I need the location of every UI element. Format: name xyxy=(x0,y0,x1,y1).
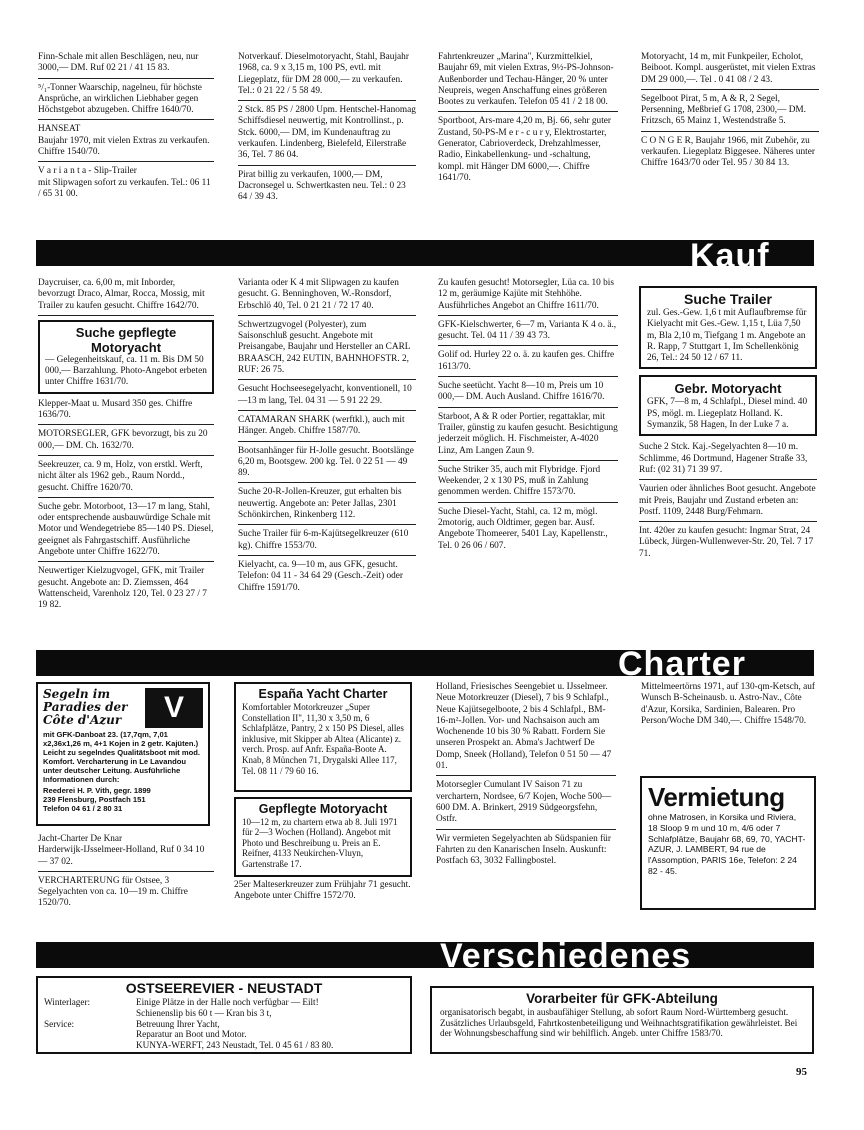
classified-ad: Daycruiser, ca. 6,00 m, mit Inborder, bevorzugt Draco, Almar, Rocca, Mossig, mit Trailer zu kaufen gesucht. Chiffre 1642/70. xyxy=(38,278,214,316)
ostsee-footer: KUNYA-WERFT, 243 Neustadt, Tel. 0 45 61 / 83 80. xyxy=(136,1040,334,1051)
ostsee-row-text: Betreuung Ihrer Yacht, Reparatur an Boot und Motor. xyxy=(136,1018,247,1040)
boxed-ad-cote-dazur xyxy=(36,682,210,826)
boxed-ad-body: zul. Ges.-Gew. 1,6 t mit Auflaufbremse für Kielyacht mit Ges.-Gew. 1,15 t, Lüa 7,50 m, Bla 2,10 m, Tiefgang 1 m. Angebote an R. Rapp, 7 Stuttgart 1, Im Schellenkönig 26, Tel.: 24 50 12 / 67 11. xyxy=(647,308,807,364)
v-logo-icon: V xyxy=(145,688,203,728)
section-title-verschiedenes: Verschiedenes xyxy=(440,937,692,975)
classified-ad: Sportboot, Ars-mare 4,20 m, Bj. 66, sehr guter Zustand, 50-PS-M e r - c u r y, Elektrostarter, Generator, Cabrioverdeck, Drehzahlmesser, Radio, Einkabellenkung- und -schaltung, kompl. mit Hänger DM 6000,—. Chiffre 1641/70. xyxy=(438,116,612,183)
classified-ad: Motorsegler Cumulant IV Saison 71 zu verchartern, Nordsee, 6/7 Kojen, Woche 500—600 DM. A. Brinkert, 2919 Südgeorgsfehn, Ostfr. xyxy=(436,780,616,829)
classified-ad: 2 Stck. 85 PS / 2800 Upm. Hentschel-Hanomag Schiffsdiesel neuwertig, mit Kontrollinst., p. Stck. 6000,— DM, im Kundenauftrag zu verkaufen. Lindenberg, Bielefeld, Eilerstraße 36, Tel. 7 86 04. xyxy=(238,105,416,165)
charter-column-4 xyxy=(641,682,817,734)
ostsee-row-text: Einige Plätze in der Halle noch verfügbar — Eilt! Schienenslip bis 60 t — Kran bis 3 t, xyxy=(136,997,319,1018)
classified-ad: Suche 2 Stck. Kaj.-Segelyachten 8—10 m. Schlimme, 46 Dortmund, Hagener Straße 33, Ruf: (02 31) 71 39 97. xyxy=(639,442,817,480)
classified-ad: Klepper-Maat u. Musard 350 ges. Chiffre 1636/70. xyxy=(38,399,214,426)
classified-ad: Neuwertiger Kielzugvogel, GFK, mit Trailer gesucht. Angebote an: D. Ziemssen, 464 Wattenscheid, Varenholz 120, Tel. 0 23 27 / 7 19 82. xyxy=(38,566,207,611)
boxed-ad-ostseerevier xyxy=(36,976,412,1054)
top-column-1 xyxy=(38,52,214,207)
boxed-ad-title: Segeln im Paradies der Côte d'Azur xyxy=(43,687,128,727)
classified-ad: Vaurien oder ähnliches Boot gesucht. Angebote mit Preis, Baujahr und Zustand erbeten an: Postf. 1109, 2448 Burg/Fehmarn. xyxy=(639,484,817,522)
section-title-kauf: Kauf xyxy=(690,237,770,275)
kauf-column-4 xyxy=(639,286,817,567)
ostsee-row-label: Service: xyxy=(44,1018,75,1029)
boxed-ad-espana-yacht-charter xyxy=(234,682,412,792)
classified-ad: Suche Trailer für 6-m-Kajütsegelkreuzer (610 kg). Chiffre 1553/70. xyxy=(238,529,416,556)
classified-ad: 25er Malteserkreuzer zum Frühjahr 71 gesucht. Angebote unter Chiffre 1572/70. xyxy=(234,880,411,902)
classified-ad: MOTORSEGLER, GFK bevorzugt, bis zu 20 000,— DM. Ch. 1632/70. xyxy=(38,429,214,456)
kauf-column-3 xyxy=(438,278,618,559)
boxed-ad-body: — Gelegenheitskauf, ca. 11 m. Bis DM 50 000,— Barzahlung. Photo-Angebot erbeten unter Chiffre 1631/70. xyxy=(45,354,207,388)
ostsee-row-label: Winterlager: xyxy=(44,997,91,1007)
classified-ad: Gesucht Hochseesegelyacht, konventionell, 10—13 m lang, Tel. 04 31 — 5 91 22 29. xyxy=(238,384,416,411)
classified-ad: Wir vermieten Segelyachten ab Südspanien für Fahrten zu den Kanarischen Inseln. Auskunft: Postfach 63, 3032 Fallingbostel. xyxy=(436,833,611,867)
top-column-3 xyxy=(438,52,618,191)
charter-column-3 xyxy=(436,682,616,874)
classified-ad: C O N G E R, Baujahr 1966, mit Zubehör, zu verkaufen. Liegeplatz Biggesee. Näheres unter Chiffre 1643/70 oder Tel. 95 / 30 84 13. xyxy=(641,135,815,169)
classified-ad: Bootsanhänger für H-Jolle gesucht. Bootslänge 6,20 m, Bootsgew. 200 kg. Tel. 0 22 51 — 49 89. xyxy=(238,446,416,484)
classified-ad: Suche 20-R-Jollen-Kreuzer, gut erhalten bis neuwertig. Angebote an: Peter Jallas, 2301 Schönkirchen, Rinkenberg 112. xyxy=(238,487,416,525)
classified-ad: HANSEAT Baujahr 1970, mit vielen Extras zu verkaufen. Chiffre 1540/70. xyxy=(38,124,214,162)
classified-ad: Suche seetücht. Yacht 8—10 m, Preis um 10 000,— DM. Auch Ausland. Chiffre 1616/70. xyxy=(438,381,618,408)
classified-ad: Kielyacht, ca. 9—10 m, aus GFK, gesucht. Telefon: 04 11 - 34 64 29 (Gesch.-Zeit) oder Chiffre 1591/70. xyxy=(238,559,404,593)
section-title-charter: Charter xyxy=(618,645,746,683)
boxed-ad-body: ohne Matrosen, in Korsika und Riviera, 18 Sloop 9 m und 10 m, 4/6 oder 7 Schlafplätze, Baujahr 68, 69, 70, YACHT-AZUR, J. LAMBERT, 94 rue de l'Assomption, PARIS 16e, Telefon: 2 24 82 - 45. xyxy=(648,812,806,876)
boxed-ad-gebr-motoryacht xyxy=(639,375,817,436)
boxed-ad-vermietung xyxy=(640,776,816,910)
classified-ad: Suche Striker 35, auch mit Flybridge. Fjord Weekender, 2 x 130 PS, muß in Zahlung genommen werden. Chiffre 1573/70. xyxy=(438,465,618,503)
top-column-4 xyxy=(641,52,819,177)
classified-ad: Finn-Schale mit allen Beschlägen, neu, nur 3000,— DM. Ruf 02 21 / 41 15 83. xyxy=(38,52,214,79)
classified-ad: Starboot, A & R oder Portier, regattaklar, mit Trailer, günstig zu kaufen gesucht. Besichtigung jederzeit möglich. H. Fischmeister, A-4020 Linz, Am Langen Zaun 9. xyxy=(438,412,618,461)
classified-ad: Fahrtenkreuzer „Marina", Kurzmittelkiel, Baujahr 69, mit vielen Extras, 9½-PS-Johnson-Außenborder und Techau-Hänger, 20 % unter Neupreis, wegen Anschaffung eines größeren Bootes zu verkaufen. Telefon 05 41 / 2 18 00. xyxy=(438,52,618,112)
kauf-column-2 xyxy=(238,278,416,601)
classified-ad: Schwertzugvogel (Polyester), zum Saisonschluß gesucht. Angebote mit Preisangabe, Baujahr und Hersteller an CARL BRAASCH, 242 EUTIN, BAHNHOFSTR. 2, RUF: 26 75. xyxy=(238,320,416,380)
classified-ad: Int. 420er zu kaufen gesucht: Ingmar Strat, 24 Lübeck, Jürgen-Wullenwever-Str. 20, Tel. 7 17 71. xyxy=(639,526,814,559)
boxed-ad-body: GFK, 7—8 m, 4 Schlafpl., Diesel mind. 40 PS, mögl. m. Liegeplatz Holland. K. Symanzik, 58 Hagen, In der Luke 7 a. xyxy=(647,397,808,431)
boxed-ad-title: Suche gepflegte Motoryacht xyxy=(75,324,177,355)
boxed-ad-gepflegte-motoryacht-charter xyxy=(234,797,412,877)
ostsee-row xyxy=(44,1019,404,1041)
top-column-2 xyxy=(238,52,416,211)
page-number: 95 xyxy=(796,1066,807,1078)
classified-ad: Seekreuzer, ca. 9 m, Holz, von erstkl. Werft, nicht älter als 1962 geb., Raum Nordd., gesucht. Chiffre 1620/70. xyxy=(38,460,214,498)
boxed-ad-title: OSTSEEREVIER - NEUSTADT xyxy=(125,980,323,996)
classified-ad: Jacht-Charter De Knar Harderwijk-IJsselmeer-Holland, Ruf 0 34 10 — 37 02. xyxy=(38,834,214,872)
boxed-ad-suche-trailer xyxy=(639,286,817,369)
boxed-ad-title: Vermietung xyxy=(648,782,785,812)
classified-ad: Golif od. Hurley 22 o. ä. zu kaufen ges. Chiffre 1613/70. xyxy=(438,350,618,377)
classified-ad: Zu kaufen gesucht! Motorsegler, Lüa ca. 10 bis 12 m, geräumige Kajüte mit Stehhöhe. Ausführliches Angebot an Chiffre 1611/70. xyxy=(438,278,618,316)
boxed-ad-title: Vorarbeiter für GFK-Abteilung xyxy=(526,991,718,1006)
classified-ad: Suche gebr. Motorboot, 13—17 m lang, Stahl, oder entsprechende ausbauwürdige Schale mit Motor und Wendegetriebe 85—140 PS. Diesel, geeignet als Fahrgastschiff. Ausführliche Angebote unter Chiffre 1622/70. xyxy=(38,502,214,562)
classified-ad: V a r i a n t a - Slip-Trailer mit Slipwagen sofort zu verkaufen. Tel.: 06 11 / 65 31 00. xyxy=(38,166,211,199)
classified-ad: Varianta oder K 4 mit Slipwagen zu kaufen gesucht. G. Benninghoven, W.-Ronsdorf, Erbschlö 40, Tel. 0 21 21 / 72 17 40. xyxy=(238,278,416,316)
classified-ad: Notverkauf. Dieselmotoryacht, Stahl, Baujahr 1968, ca. 9 x 3,15 m, 100 PS, evtl. mit Liegeplatz, für DM 28 000,— zu verkaufen. Tel.: 0 21 22 / 5 58 49. xyxy=(238,52,416,101)
boxed-ad-gepflegte-motoryacht xyxy=(38,320,214,394)
classified-ad: Mittelmeertörns 1971, auf 130-qm-Ketsch, auf Wunsch B-Scheinausb. u. Astro-Nav., Côte d'Azur, Korsika, Sardinien, Balearen. Pro Person/Woche DM 340,—. Chiffre 1548/70. xyxy=(641,682,816,726)
classified-ad: Motoryacht, 14 m, mit Funkpeiler, Echolot, Beiboot. Kompl. ausgerüstet, mit vielen Extras DM 29 000,—. Tel . 0 41 08 / 2 43. xyxy=(641,52,819,90)
boxed-ad-title: Suche Trailer xyxy=(684,291,772,307)
boxed-ad-vorarbeiter-gfk xyxy=(430,986,814,1054)
boxed-ad-address: Reederei H. P. Vith, gegr. 1899 239 Flensburg, Postfach 151 Telefon 04 61 / 2 80 31 xyxy=(43,786,151,813)
classified-ad: Pirat billig zu verkaufen, 1000,— DM, Dacronsegel u. Schwertkasten neu. Tel.: 0 23 64 / 39 43. xyxy=(238,169,406,203)
classified-ad: ⁵/₁-Tonner Waarschip, nagelneu, für höchste Ansprüche, an wirklichen Liebhaber gegen Höchstgebot abzugeben. Chiffre 1640/70. xyxy=(38,83,214,121)
boxed-ad-body: Komfortabler Motorkreuzer „Super Constellation II", 11,30 x 3,50 m, 6 Schlafplätze, Pantry, 2 x 150 PS Diesel, alles inklusive, mit Skipper ab Altea (Alicante) z. verch. Prosp. auf Anfr. España-Boote A. Knab, 8 München 71, Drygalski Allee 117, Tel. 08 11 / 79 60 16. xyxy=(242,702,404,776)
classified-ad: CATAMARAN SHARK (werftkl.), auch mit Hänger. Angeb. Chiffre 1587/70. xyxy=(238,415,416,442)
ostsee-row xyxy=(44,997,404,1019)
section-bar-verschiedenes xyxy=(36,942,814,968)
boxed-ad-title: Gebr. Motoryacht xyxy=(674,381,782,397)
boxed-ad-body: mit GFK-Danboat 23. (17,7qm, 7,01 x2,36x1,26 m, 4+1 Kojen in 2 getr. Kajüten.) Leicht zu segelndes Qualitätsboot mit mod. Komfort. Vercharterung in Le Lavandou unter deutscher Leitung. Ausführliche Informationen durch: xyxy=(43,730,200,784)
classified-ad: Holland, Friesisches Seengebiet u. IJsselmeer. Neue Motorkreuzer (Diesel), 7 bis 9 Schlafpl., Neue Kajütsegelboote, 2 bis 4 Schlafpl., BM-16-m²-Jollen. Vor- und Nachsaison auch am Wochenende 10 bis 30 % Rabatt. Fordern Sie unseren Prospekt an. Abma's Jachtwerf De Domp, Sneek (Holland), Telefon 0 51 50 — 47 01. xyxy=(436,682,616,776)
boxed-ad-body: 10—12 m, zu chartern etwa ab 8. Juli 1971 für 2—3 Wochen (Holland). Angebot mit Photo und Beschreibung u. Preis an E. Reifner, 4133 Neukirchen-Vluyn, Gartenstraße 17. xyxy=(242,817,398,869)
classified-ad: GFK-Kielschwerter, 6—7 m, Varianta K 4 o. ä., gesucht. Tel. 04 11 / 39 43 73. xyxy=(438,320,618,347)
classified-ad: Segelboot Pirat, 5 m, A & R, 2 Segel, Persenning, Meßbrief G 1708, 2300,— DM. Fritzsch, 65 Mainz 1, Westendstraße 5. xyxy=(641,94,819,132)
classified-ad: Suche Diesel-Yacht, Stahl, ca. 12 m, mögl. 2motorig, auch Oldtimer, gegen bar. Ausf. Angebote Thomeerer, 5401 Lay, Kapellenstr., Tel. 0 26 06 / 607. xyxy=(438,506,608,551)
boxed-ad-title: España Yacht Charter xyxy=(258,687,388,701)
boxed-ad-body: organisatorisch begabt, in ausbaufähiger Stellung, ab sofort Raum Nord-Württemberg gesucht. Zusätzliches Urlaubsgeld, Fahrtkostenbeteiligung und Weihnachtsgratifikation gewährleistet. Bei der Wohnungsbeschaffung sind wir behilflich. Angeb. unter Chiffre 1583/70. xyxy=(440,1007,798,1039)
boxed-ad-title: Gepflegte Motoryacht xyxy=(258,802,388,816)
charter-column-1 xyxy=(38,834,214,917)
kauf-column-1 xyxy=(38,278,214,619)
classified-ad: VERCHARTERUNG für Ostsee, 3 Segelyachten von ca. 10—19 m. Chiffre 1520/70. xyxy=(38,875,188,909)
charter-column-2-bottom xyxy=(234,880,412,910)
